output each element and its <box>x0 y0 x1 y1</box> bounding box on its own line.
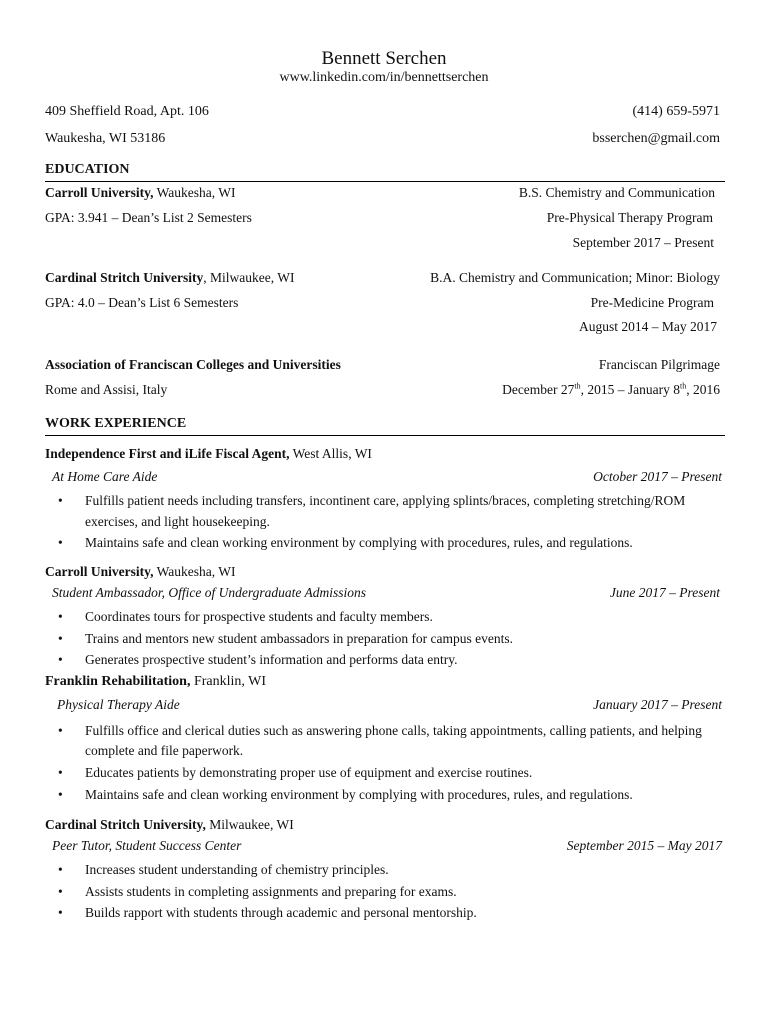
job-org-1 <box>45 446 372 462</box>
education-degree-3: Franciscan Pilgrimage <box>598 357 720 372</box>
work-divider <box>45 435 725 436</box>
org-name: Carroll University, <box>45 564 154 579</box>
education-program-2: Pre-Medicine Program <box>590 295 714 310</box>
bullet-text: Assists students in completing assignments and preparing for exams. <box>85 883 457 899</box>
job-dates-2: June 2017 – Present <box>609 585 720 600</box>
education-program-1: Pre-Physical Therapy Program <box>546 210 713 225</box>
resume-name: Bennett Serchen <box>321 48 447 69</box>
dates-part: , 2016 <box>686 382 720 397</box>
education-detail-1: GPA: 3.941 – Dean’s List 2 Semesters <box>45 210 252 225</box>
bullet-icon: • <box>58 787 63 802</box>
bullet-text: Educates patients by demonstrating proper use of equipment and exercise routines. <box>85 765 533 780</box>
org-location: Milwaukee, WI <box>205 817 294 832</box>
bullet-item <box>58 859 728 881</box>
school-location: Waukesha, WI <box>153 185 236 200</box>
bullet-icon: • <box>58 609 63 624</box>
job-title-1: At Home Care Aide <box>52 469 158 484</box>
bullet-icon: • <box>58 652 63 667</box>
bullet-item <box>58 649 728 671</box>
education-divider <box>45 181 725 182</box>
org-name: Independence First and iLife Fiscal Agent, <box>45 446 290 461</box>
bullet-text: Generates prospective student’s information and performs data entry. <box>85 652 458 667</box>
bullet-text: Builds rapport with students through academic and personal mentorship. <box>85 905 477 920</box>
education-degree-1: B.S. Chemistry and Communication <box>518 185 715 200</box>
education-detail-3: Rome and Assisi, Italy <box>45 382 168 397</box>
org-location: West Allis, WI <box>289 446 372 461</box>
education-dates-1: September 2017 – Present <box>572 235 714 250</box>
bullet-item <box>58 490 725 532</box>
bullet-icon: • <box>58 905 63 920</box>
address-line-1: 409 Sheffield Road, Apt. 106 <box>45 104 209 119</box>
bullet-text: Trains and mentors new student ambassadors in preparation for campus events. <box>85 630 514 646</box>
org-location: Franklin, WI <box>190 674 267 689</box>
bullet-item <box>58 763 728 783</box>
education-school-3: Association of Franciscan Colleges and Universities <box>45 357 341 372</box>
bullet-text: Fulfills office and clerical duties such as answering phone calls, taking appointments, calling patients, and helping complete and file paperwork. <box>85 723 702 758</box>
bullet-icon: • <box>58 765 63 780</box>
bullet-icon: • <box>58 862 63 877</box>
linkedin-url[interactable]: www.linkedin.com/in/bennettserchen <box>279 70 489 85</box>
school-name: Carroll University, <box>45 185 154 200</box>
education-detail-2: GPA: 4.0 – Dean’s List 6 Semesters <box>45 295 239 310</box>
bullet-icon: • <box>58 535 63 550</box>
org-location: Waukesha, WI <box>153 564 236 579</box>
job-bullets-2 <box>58 606 728 671</box>
bullet-icon: • <box>58 493 63 508</box>
bullet-text: Fulfills patient needs including transfers, incontinent care, applying splints/braces, completing stretching/ROM exercises, and light housekeeping. <box>85 493 686 529</box>
job-dates-1: October 2017 – Present <box>593 469 722 484</box>
dates-part: , 2015 – January 8 <box>580 382 681 397</box>
bullet-item <box>58 606 728 628</box>
job-title-3: Physical Therapy Aide <box>57 697 180 712</box>
education-dates-3 <box>502 382 720 398</box>
bullet-text: Increases student understanding of chemistry principles. <box>85 862 389 877</box>
dates-part: December 27 <box>502 382 575 397</box>
school-name: Cardinal Stritch University <box>45 270 204 285</box>
bullet-icon: • <box>58 883 63 899</box>
bullet-text: Maintains safe and clean working environment by complying with procedures, rules, and regulations. <box>85 535 633 550</box>
school-location: , Milwaukee, WI <box>203 270 295 285</box>
phone-number: (414) 659-5971 <box>632 104 720 119</box>
org-name: Cardinal Stritch University, <box>45 817 206 832</box>
job-org-2 <box>45 564 236 580</box>
address-line-2: Waukesha, WI 53186 <box>45 131 166 146</box>
job-bullets-1 <box>58 490 728 553</box>
work-heading: WORK EXPERIENCE <box>45 416 187 431</box>
bullet-icon: • <box>58 723 63 738</box>
bullet-item <box>58 785 728 805</box>
bullet-text: Maintains safe and clean working environment by complying with procedures, rules, and regulations. <box>85 787 633 802</box>
education-heading: EDUCATION <box>45 162 130 177</box>
job-title-4: Peer Tutor, Student Success Center <box>52 838 242 853</box>
education-degree-2: B.A. Chemistry and Communication; Minor: Biology <box>430 270 720 285</box>
job-dates-4: September 2015 – May 2017 <box>566 838 722 853</box>
bullet-item <box>58 881 728 903</box>
dates-superscript: th <box>574 381 581 391</box>
bullet-item <box>58 532 728 553</box>
job-org-3 <box>45 674 266 690</box>
bullet-item <box>58 902 728 924</box>
job-org-4 <box>45 817 294 833</box>
bullet-text: Coordinates tours for prospective students and faculty members. <box>85 609 433 624</box>
bullet-item <box>58 628 728 650</box>
education-school-2 <box>45 270 294 286</box>
bullet-icon: • <box>58 630 63 646</box>
dates-superscript: th <box>680 381 687 391</box>
job-bullets-3 <box>58 721 728 805</box>
job-title-2: Student Ambassador, Office of Undergraduate Admissions <box>52 585 367 600</box>
education-school-1 <box>45 185 236 201</box>
bullet-item <box>58 721 725 761</box>
org-name: Franklin Rehabilitation, <box>45 674 191 689</box>
email-address[interactable]: bsserchen@gmail.com <box>592 131 720 146</box>
job-dates-3: January 2017 – Present <box>593 697 722 712</box>
education-dates-2: August 2014 – May 2017 <box>579 319 717 334</box>
job-bullets-4 <box>58 859 728 924</box>
